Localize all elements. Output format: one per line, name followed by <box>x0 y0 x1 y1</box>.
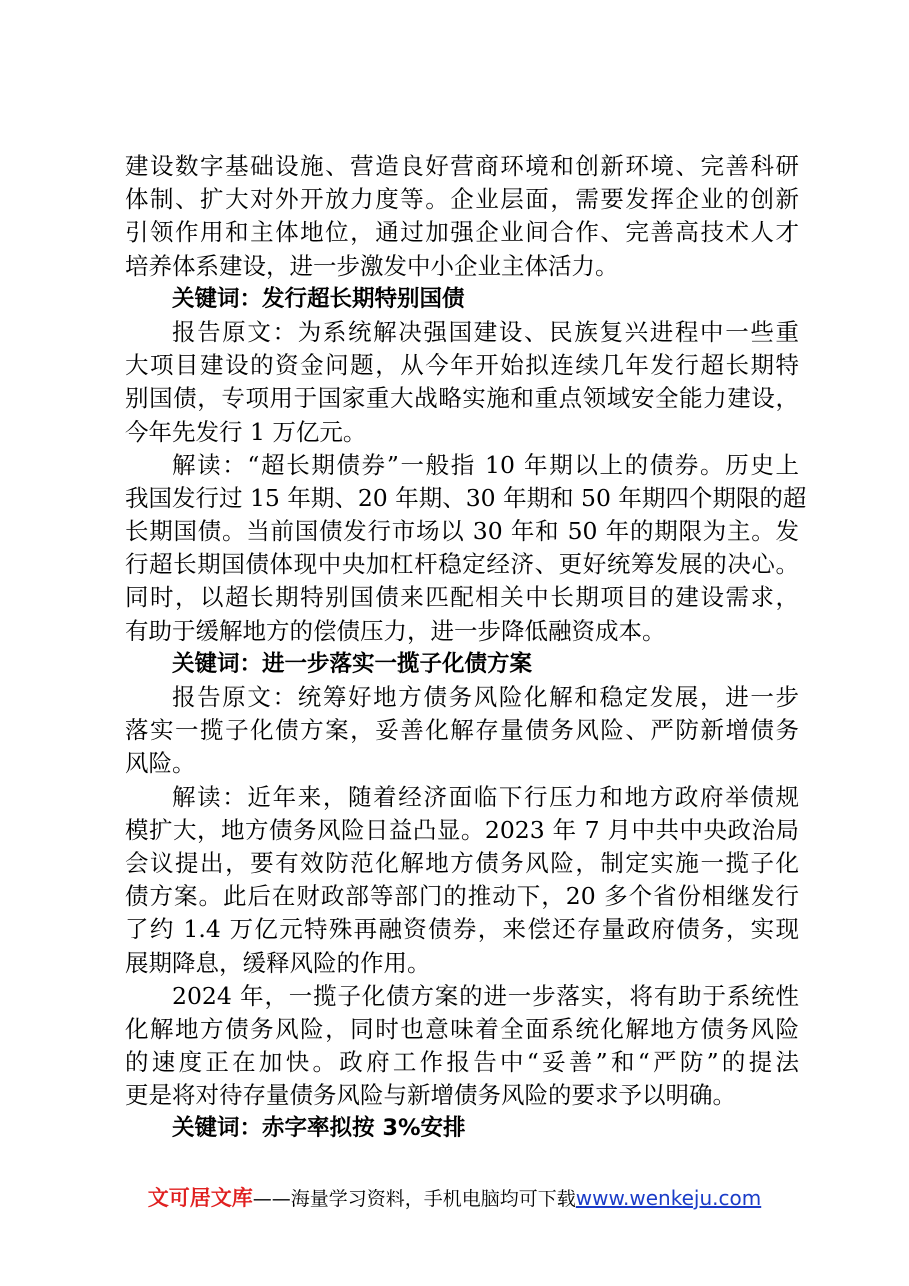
footer-banner <box>0 1182 909 1212</box>
document-body <box>125 150 807 1146</box>
footer-link[interactable]: www.wenkeju.com <box>575 1186 762 1210</box>
paragraph-line: 同时，以超长期特别国债来匹配相关中长期项目的建设需求， <box>125 583 799 612</box>
paragraph-line: 我国发行过 15 年期、20 年期、30 年期和 50 年期四个期限的超 <box>125 483 807 512</box>
paragraph-last-line: 有助于缓解地方的偿债压力，进一步降低融资成本。 <box>125 616 666 645</box>
paragraph-last-line: 风险。 <box>125 749 196 778</box>
section-heading: 关键词：赤字率拟按 3%安排 <box>172 1115 466 1142</box>
paragraph-line: 了约 1.4 万亿元特殊再融资债券，来偿还存量政府债务，实现 <box>125 915 799 944</box>
paragraph-last-line: 今年先发行 1 万亿元。 <box>125 417 367 446</box>
paragraph-last-line: 培养体系建设，进一步激发中小企业主体活力。 <box>125 251 619 280</box>
paragraph-first-line: 解读：“超长期债券”一般指 10 年期以上的债券。历史上 <box>172 450 799 479</box>
paragraph-last-line: 展期降息，缓释风险的作用。 <box>125 948 431 977</box>
paragraph-line: 的速度正在加快。政府工作报告中“妥善”和“严防”的提法 <box>125 1048 799 1077</box>
paragraph-line: 体制、扩大对外开放力度等。企业层面，需要发挥企业的创新 <box>125 185 799 214</box>
paragraph-line: 建设数字基础设施、营造良好营商环境和创新环境、完善科研 <box>125 152 799 180</box>
section-heading: 关键词：发行超长期特别国债 <box>172 285 465 312</box>
paragraph-first-line: 解读：近年来，随着经济面临下行压力和地方政府举债规 <box>172 782 799 811</box>
paragraph-line: 别国债，专项用于国家重大战略实施和重点领域安全能力建设， <box>125 384 799 413</box>
paragraph-line: 引领作用和主体地位，通过加强企业间合作、完善高技术人才 <box>125 218 799 247</box>
paragraph-line: 会议提出，要有效防范化解地方债务风险，制定实施一揽子化 <box>125 848 799 877</box>
paragraph-first-line: 报告原文：统筹好地方债务风险化解和稳定发展，进一步 <box>172 683 799 711</box>
paragraph-line: 模扩大，地方债务风险日益凸显。2023 年 7 月中共中央政治局 <box>125 815 799 844</box>
paragraph-line: 化解地方债务风险，同时也意味着全面系统化解地方债务风险 <box>125 1014 799 1043</box>
paragraph-last-line: 更是将对待存量债务风险与新增债务风险的要求予以明确。 <box>125 1081 736 1110</box>
paragraph-first-line: 2024 年，一揽子化债方案的进一步落实，将有助于系统性 <box>172 981 799 1010</box>
paragraph-line: 落实一揽子化债方案，妥善化解存量债务风险、严防新增债务 <box>125 716 799 745</box>
paragraph-line: 大项目建设的资金问题，从今年开始拟连续几年发行超长期特 <box>125 351 799 380</box>
footer-brand: 文可居文库 <box>147 1186 253 1210</box>
paragraph-line: 行超长期国债体现中央加杠杆稳定经济、更好统筹发展的决心。 <box>125 550 799 579</box>
section-heading: 关键词：进一步落实一揽子化债方案 <box>172 650 533 677</box>
paragraph-first-line: 报告原文：为系统解决强国建设、民族复兴进程中一些重 <box>172 317 799 346</box>
footer-description: ——海量学习资料，手机电脑均可下载 <box>252 1188 576 1210</box>
paragraph-line: 债方案。此后在财政部等部门的推动下，20 多个省份相继发行 <box>125 882 799 911</box>
paragraph-line: 长期国债。当前国债发行市场以 30 年和 50 年的期限为主。发 <box>125 517 799 546</box>
